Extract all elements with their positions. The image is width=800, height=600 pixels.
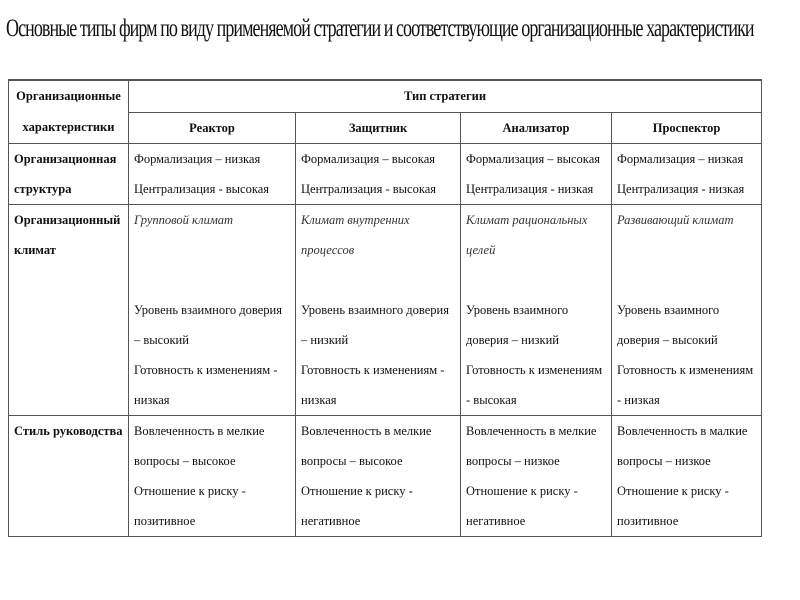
table-row-management-style bbox=[9, 416, 762, 537]
column-header-analyzer: Анализатор bbox=[461, 112, 612, 144]
column-header-defender: Защитник bbox=[296, 112, 461, 144]
cell-text-line: Отношение к риску - bbox=[134, 484, 246, 498]
cell-text-line: вопросы – низкое bbox=[617, 454, 711, 468]
table-cell bbox=[461, 416, 612, 537]
spacer bbox=[617, 235, 756, 265]
spacer bbox=[301, 265, 455, 295]
column-header-prospector: Проспектор bbox=[612, 112, 762, 144]
cell-text-line: Уровень взаимного доверия bbox=[301, 303, 449, 317]
row-header-line: структура bbox=[14, 182, 72, 196]
cell-text-line: позитивное bbox=[617, 514, 679, 528]
cell-text-line: Уровень взаимного bbox=[617, 303, 720, 317]
cell-text-line: Централизация - низкая bbox=[617, 182, 745, 196]
cell-text-line: Готовность к изменениям bbox=[617, 363, 754, 377]
table-cell bbox=[296, 205, 461, 416]
cell-text-line: позитивное bbox=[134, 514, 196, 528]
cell-text-line: Отношение к риску - bbox=[466, 484, 578, 498]
table-cell bbox=[296, 416, 461, 537]
cell-text-line: Готовность к изменениям - bbox=[301, 363, 445, 377]
cell-text-line: вопросы – высокое bbox=[134, 454, 236, 468]
table-cell bbox=[612, 144, 762, 205]
row-header-line: Стиль руководства bbox=[14, 424, 123, 438]
cell-text-line: низкая bbox=[134, 393, 170, 407]
cell-text-line: негативное bbox=[301, 514, 361, 528]
cell-text-line: Вовлеченность в мелкие bbox=[466, 424, 597, 438]
cell-text-line: Уровень взаимного bbox=[466, 303, 569, 317]
cell-text-line: Формализация – высокая bbox=[466, 152, 600, 166]
cell-text-line: - высокая bbox=[466, 393, 517, 407]
spacer bbox=[617, 265, 756, 295]
table-cell bbox=[461, 205, 612, 416]
table-cell bbox=[129, 205, 296, 416]
row-header-line: Организационная bbox=[14, 152, 117, 166]
table-cell bbox=[129, 416, 296, 537]
cell-text-line: Вовлеченность в малкие bbox=[617, 424, 748, 438]
table-cell bbox=[129, 144, 296, 205]
cell-text-line: Централизация - высокая bbox=[134, 182, 270, 196]
cell-text-line: доверия – низкий bbox=[466, 333, 559, 347]
cell-text-line: – высокий bbox=[134, 333, 189, 347]
row-header bbox=[9, 205, 129, 416]
table-body bbox=[9, 144, 762, 537]
climate-type-label: целей bbox=[466, 243, 496, 257]
table-cell bbox=[612, 416, 762, 537]
table-row-org-structure bbox=[9, 144, 762, 205]
cell-text-line: Готовность к изменениям bbox=[466, 363, 603, 377]
climate-type-label: Групповой климат bbox=[134, 213, 234, 227]
cell-text-line: низкая bbox=[301, 393, 337, 407]
table-row-org-climate bbox=[9, 205, 762, 416]
corner-header-line: характеристики bbox=[22, 120, 115, 134]
cell-text-line: вопросы – низкое bbox=[466, 454, 560, 468]
corner-header-line: Организационные bbox=[16, 89, 121, 103]
cell-text-line: Отношение к риску - bbox=[301, 484, 413, 498]
climate-type-label: Развивающий климат bbox=[617, 213, 734, 227]
cell-text-line: Формализация – низкая bbox=[134, 152, 261, 166]
cell-text-line: Отношение к риску - bbox=[617, 484, 729, 498]
header-row-1 bbox=[9, 80, 762, 112]
cell-text-line: Централизация - высокая bbox=[301, 182, 437, 196]
spacer bbox=[134, 265, 290, 295]
row-header bbox=[9, 416, 129, 537]
cell-text-line: Формализация – высокая bbox=[301, 152, 435, 166]
row-header-line: климат bbox=[14, 243, 56, 257]
cell-text-line: – низкий bbox=[301, 333, 349, 347]
table-cell bbox=[296, 144, 461, 205]
cell-text-line: Централизация - низкая bbox=[466, 182, 594, 196]
spacer bbox=[134, 235, 290, 265]
cell-text-line: доверия – высокий bbox=[617, 333, 718, 347]
spacer bbox=[466, 265, 606, 295]
page-title: Основные типы фирм по виду применяемой стратегии и соответствующие организационные характеристики bbox=[6, 15, 754, 42]
group-header: Тип стратегии bbox=[129, 80, 762, 112]
row-header bbox=[9, 144, 129, 205]
climate-type-label: Климат внутренних bbox=[301, 213, 410, 227]
cell-text-line: негативное bbox=[466, 514, 526, 528]
corner-header bbox=[9, 80, 129, 144]
row-header-line: Организационный bbox=[14, 213, 121, 227]
climate-type-label: Климат рациональных bbox=[466, 213, 588, 227]
strategy-table bbox=[8, 79, 762, 537]
table-cell bbox=[461, 144, 612, 205]
climate-type-label: процессов bbox=[301, 243, 355, 257]
cell-text-line: Формализация – низкая bbox=[617, 152, 744, 166]
cell-text-line: - низкая bbox=[617, 393, 660, 407]
table-cell bbox=[612, 205, 762, 416]
cell-text-line: Вовлеченность в мелкие bbox=[301, 424, 432, 438]
cell-text-line: Вовлеченность в мелкие bbox=[134, 424, 265, 438]
cell-text-line: Уровень взаимного доверия bbox=[134, 303, 282, 317]
cell-text-line: Готовность к изменениям - bbox=[134, 363, 278, 377]
cell-text-line: вопросы – высокое bbox=[301, 454, 403, 468]
column-header-reactor: Реактор bbox=[129, 112, 296, 144]
